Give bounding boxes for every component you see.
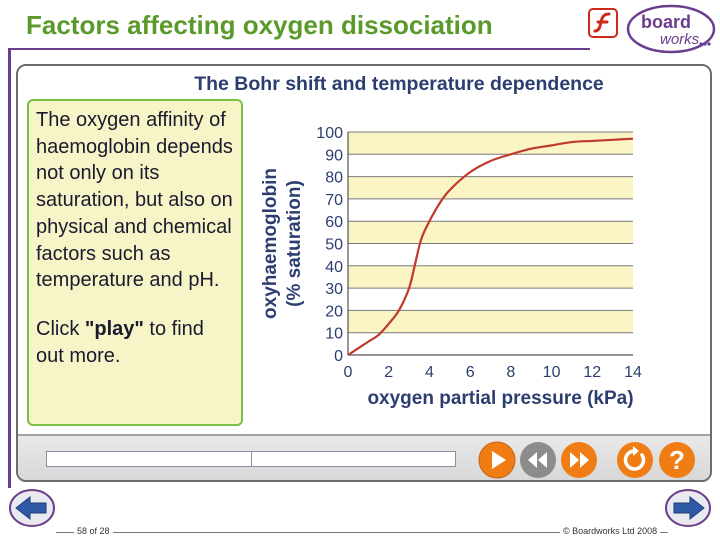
chart-band xyxy=(348,154,633,176)
y-tick-label: 70 xyxy=(325,191,343,209)
play-instruction-keyword: "play" xyxy=(84,317,144,340)
previous-slide-button[interactable] xyxy=(8,488,56,528)
content-panel xyxy=(16,64,712,482)
flash-icon xyxy=(588,8,618,38)
page-number: 58 of 28 xyxy=(74,526,113,536)
header-divider xyxy=(10,48,590,50)
help-icon: ? xyxy=(669,445,685,475)
y-tick-label: 60 xyxy=(325,214,343,232)
x-tick-label: 6 xyxy=(465,364,475,381)
y-tick-label: 80 xyxy=(325,169,343,187)
x-tick-label: 4 xyxy=(424,364,434,381)
y-tick-label: 30 xyxy=(325,281,343,299)
y-axis-label: oxyhaemoglobin xyxy=(260,168,281,319)
chart-band xyxy=(348,266,633,288)
progress-divider xyxy=(251,452,252,466)
y-tick-label: 50 xyxy=(325,236,343,254)
copyright-notice: © Boardworks Ltd 2008 xyxy=(560,526,660,536)
chart-band xyxy=(348,177,633,199)
rewind-button[interactable] xyxy=(519,441,557,479)
chart-band xyxy=(348,221,633,243)
boardworks-logo xyxy=(626,4,716,54)
chart-band xyxy=(348,199,633,221)
x-tick-label: 14 xyxy=(624,364,642,381)
y-axis-label-unit: (% saturation) xyxy=(284,180,305,307)
x-tick-label: 12 xyxy=(583,364,602,381)
animation-toolbar xyxy=(18,434,710,482)
left-border xyxy=(8,48,11,488)
info-paragraph: The oxygen affinity of haemoglobin depends not only on its saturation, but also on physical and chemical factors such as temperature and pH. xyxy=(36,109,233,292)
reset-button[interactable] xyxy=(616,441,654,479)
logo-text-main: board xyxy=(641,12,692,32)
progress-bar[interactable] xyxy=(46,451,456,467)
y-tick-label: 40 xyxy=(325,258,343,276)
y-tick-label: 0 xyxy=(334,348,343,365)
info-textbox xyxy=(27,99,243,426)
x-tick-label: 10 xyxy=(542,364,561,381)
chart-band xyxy=(348,132,633,154)
next-slide-button[interactable] xyxy=(664,488,712,528)
page-title: Factors affecting oxygen dissociation xyxy=(26,10,493,40)
play-instruction xyxy=(36,316,234,369)
chart-band xyxy=(348,333,633,355)
x-tick-label: 8 xyxy=(506,364,516,381)
chart-band xyxy=(348,244,633,266)
play-button[interactable] xyxy=(478,441,516,479)
play-instruction-post: to find out more. xyxy=(36,317,204,367)
panel-title: The Bohr shift and temperature dependence xyxy=(194,73,604,95)
y-tick-label: 20 xyxy=(325,303,343,321)
oxygen-dissociation-chart xyxy=(248,114,668,414)
logo-text-sub: works xyxy=(660,31,700,48)
fast-forward-button[interactable] xyxy=(560,441,598,479)
help-button[interactable] xyxy=(658,441,696,479)
chart-band xyxy=(348,288,633,310)
x-axis-label: oxygen partial pressure (kPa) xyxy=(367,388,634,409)
y-tick-label: 90 xyxy=(325,147,343,165)
x-tick-label: 0 xyxy=(343,364,353,381)
play-instruction-pre: Click xyxy=(36,317,85,340)
y-tick-label: 100 xyxy=(316,125,343,142)
y-tick-label: 10 xyxy=(325,325,343,343)
x-tick-label: 2 xyxy=(384,364,394,381)
